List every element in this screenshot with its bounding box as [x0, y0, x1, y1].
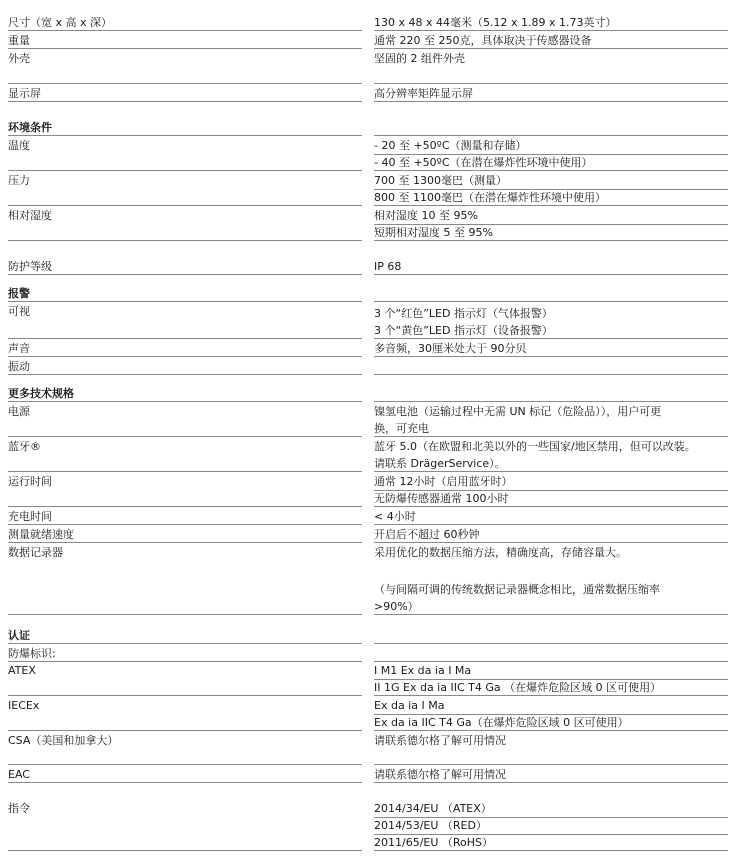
- spec-label: 可视: [8, 305, 30, 318]
- spec-label: 运行时间: [8, 475, 52, 488]
- spec-value: 请联系 DrägerService）。: [374, 457, 506, 470]
- spec-value: 镍氢电池（运输过程中无需 UN 标记（危险品）），用户可更: [374, 405, 662, 418]
- spec-value: 多音频，30厘米处大于 90分贝: [374, 342, 527, 355]
- spec-value: 请联系德尔格了解可用情况: [374, 734, 506, 747]
- spec-label: 尺寸（宽 x 高 x 深）: [8, 16, 113, 29]
- spec-value: 高分辨率矩阵显示屏: [374, 87, 473, 100]
- spec-value: 2011/65/EU （RoHS）: [374, 836, 494, 849]
- spec-value: IP 68: [374, 260, 402, 273]
- section-heading: 认证: [8, 629, 30, 642]
- spec-value: [374, 358, 728, 375]
- spec-value: 3 个“红色”LED 指示灯（气体报警）: [374, 307, 553, 320]
- spec-value: 开启后不超过 60秒钟: [374, 528, 480, 541]
- spec-value: 2014/34/EU （ATEX）: [374, 800, 728, 818]
- spec-value: 相对湿度 10 至 95%: [374, 207, 728, 225]
- spec-label: 压力: [8, 174, 30, 187]
- spec-label: CSA（美国和加拿大）: [8, 734, 119, 747]
- spec-value: 短期相对湿度 5 至 95%: [374, 226, 493, 239]
- spec-value: - 20 至 +50ºC（测量和存储）: [374, 137, 728, 155]
- spec-label: 相对湿度: [8, 209, 52, 222]
- spec-label: 防护等级: [8, 260, 52, 273]
- section-heading: 报警: [8, 287, 30, 300]
- spec-value: 坚固的 2 组件外壳: [374, 52, 465, 65]
- spec-label: 外壳: [8, 52, 30, 65]
- section-heading: 环境条件: [8, 121, 52, 134]
- spec-value: Ex da ia I Ma: [374, 697, 728, 715]
- spec-value: 700 至 1300毫巴（测量）: [374, 172, 728, 190]
- spec-label: 重量: [8, 34, 30, 47]
- spec-value: 800 至 1100毫巴（在潜在爆炸性环境中使用）: [374, 191, 606, 204]
- spec-value: 130 x 48 x 44毫米（5.12 x 1.89 x 1.73英寸）: [374, 16, 617, 29]
- section-heading: 更多技术规格: [8, 387, 74, 400]
- spec-label: 显示屏: [8, 87, 41, 100]
- spec-value: I M1 Ex da ia I Ma: [374, 662, 728, 680]
- spec-label: 防爆标识:: [8, 647, 56, 660]
- spec-value: II 1G Ex da ia IIC T4 Ga （在爆炸危险区域 0 区可使用）: [374, 681, 662, 694]
- spec-label: IECEx: [8, 699, 40, 712]
- spec-label: 指令: [8, 802, 30, 815]
- spec-label: 电源: [8, 405, 30, 418]
- spec-label: EAC: [8, 768, 30, 781]
- spec-value: 3 个“黄色”LED 指示灯（设备报警）: [374, 324, 553, 337]
- spec-value: 蓝牙 5.0（在欧盟和北美以外的一些国家/地区禁用，但可以改装。: [374, 440, 696, 453]
- spec-label: ATEX: [8, 664, 36, 677]
- spec-value: 通常 12小时（启用蓝牙时）: [374, 473, 728, 491]
- spec-value: 2014/53/EU （RED）: [374, 817, 728, 835]
- spec-value: 通常 220 至 250克，具体取决于传感器设备: [374, 34, 592, 47]
- spec-value: 无防爆传感器通常 100小时: [374, 492, 509, 505]
- spec-value: 采用优化的数据压缩方法，精确度高，存储容量大。: [374, 546, 627, 559]
- spec-value: - 40 至 +50ºC（在潜在爆炸性环境中使用）: [374, 156, 593, 169]
- spec-value: < 4小时: [374, 510, 416, 523]
- spec-value: （与间隔可调的传统数据记录器概念相比，通常数据压缩率: [374, 583, 660, 596]
- spec-value: 请联系德尔格了解可用情况: [374, 768, 506, 781]
- spec-label: 温度: [8, 139, 30, 152]
- spec-value: 换，可充电: [374, 422, 429, 435]
- spec-label: 蓝牙®: [8, 440, 41, 453]
- spec-value: >90%）: [374, 600, 419, 613]
- spec-label: 数据记录器: [8, 546, 63, 559]
- spec-label: 测量就绪速度: [8, 528, 74, 541]
- spec-value: Ex da ia IIC T4 Ga（在爆炸危险区域 0 区可使用）: [374, 716, 629, 729]
- spec-label: 充电时间: [8, 510, 52, 523]
- spec-label: 声音: [8, 342, 30, 355]
- spec-label: 振动: [8, 360, 30, 373]
